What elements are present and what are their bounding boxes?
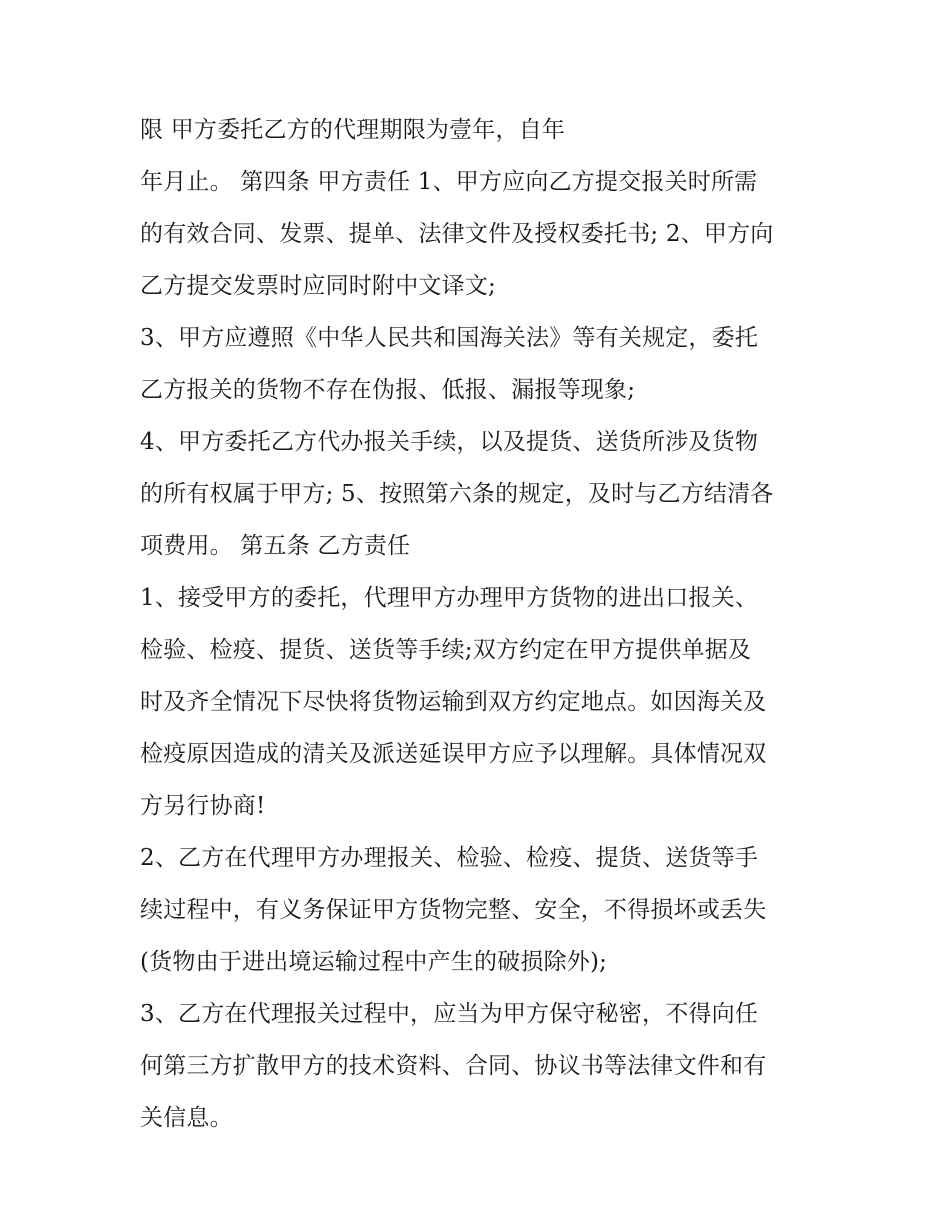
text-line: 的有效合同、发票、提单、法律文件及授权委托书; 2、甲方向 (140, 221, 774, 247)
text-line: 何第三方扩散甲方的技术资料、合同、协议书等法律文件和有 (140, 1053, 767, 1079)
text-line: 检验、检疫、提货、送货等手续;双方约定在甲方提供单据及 (140, 637, 752, 663)
text-line: 2、乙方在代理甲方办理报关、检验、检疫、提货、送货等手 (140, 845, 759, 871)
text-line: 的所有权属于甲方; 5、按照第六条的规定，及时与乙方结清各 (140, 481, 774, 507)
text-line: 方另行协商! (140, 793, 266, 819)
text-line: 乙方报关的货物不存在伪报、低报、漏报等现象; (140, 377, 636, 403)
document-body (140, 104, 830, 1144)
text-line: 项费用。 第五条 乙方责任 (140, 533, 411, 559)
text-line: 1、接受甲方的委托，代理甲方办理甲方货物的进出口报关、 (140, 585, 759, 611)
text-line: 关信息。 (140, 1105, 233, 1131)
text-line: 年月止。 第四条 甲方责任 1、甲方应向乙方提交报关时所需 (140, 169, 758, 195)
text-line: 时及齐全情况下尽快将货物运输到双方约定地点。如因海关及 (140, 689, 767, 715)
text-line: 检疫原因造成的清关及派送延误甲方应予以理解。具体情况双 (140, 741, 767, 767)
text-line: 3、甲方应遵照《中华人民共和国海关法》等有关规定，委托 (140, 325, 759, 351)
text-line: 限 甲方委托乙方的代理期限为壹年，自年 (140, 117, 566, 143)
text-line: 3、乙方在代理报关过程中，应当为甲方保守秘密，不得向任 (140, 1001, 759, 1027)
text-line: 续过程中，有义务保证甲方货物完整、安全，不得损坏或丢失 (140, 897, 767, 923)
text-line: 乙方提交发票时应同时附中文译文; (140, 273, 496, 299)
text-line: 4、甲方委托乙方代办报关手续，以及提货、送货所涉及货物 (140, 429, 759, 455)
text-line: (货物由于进出境运输过程中产生的破损除外); (140, 949, 608, 975)
